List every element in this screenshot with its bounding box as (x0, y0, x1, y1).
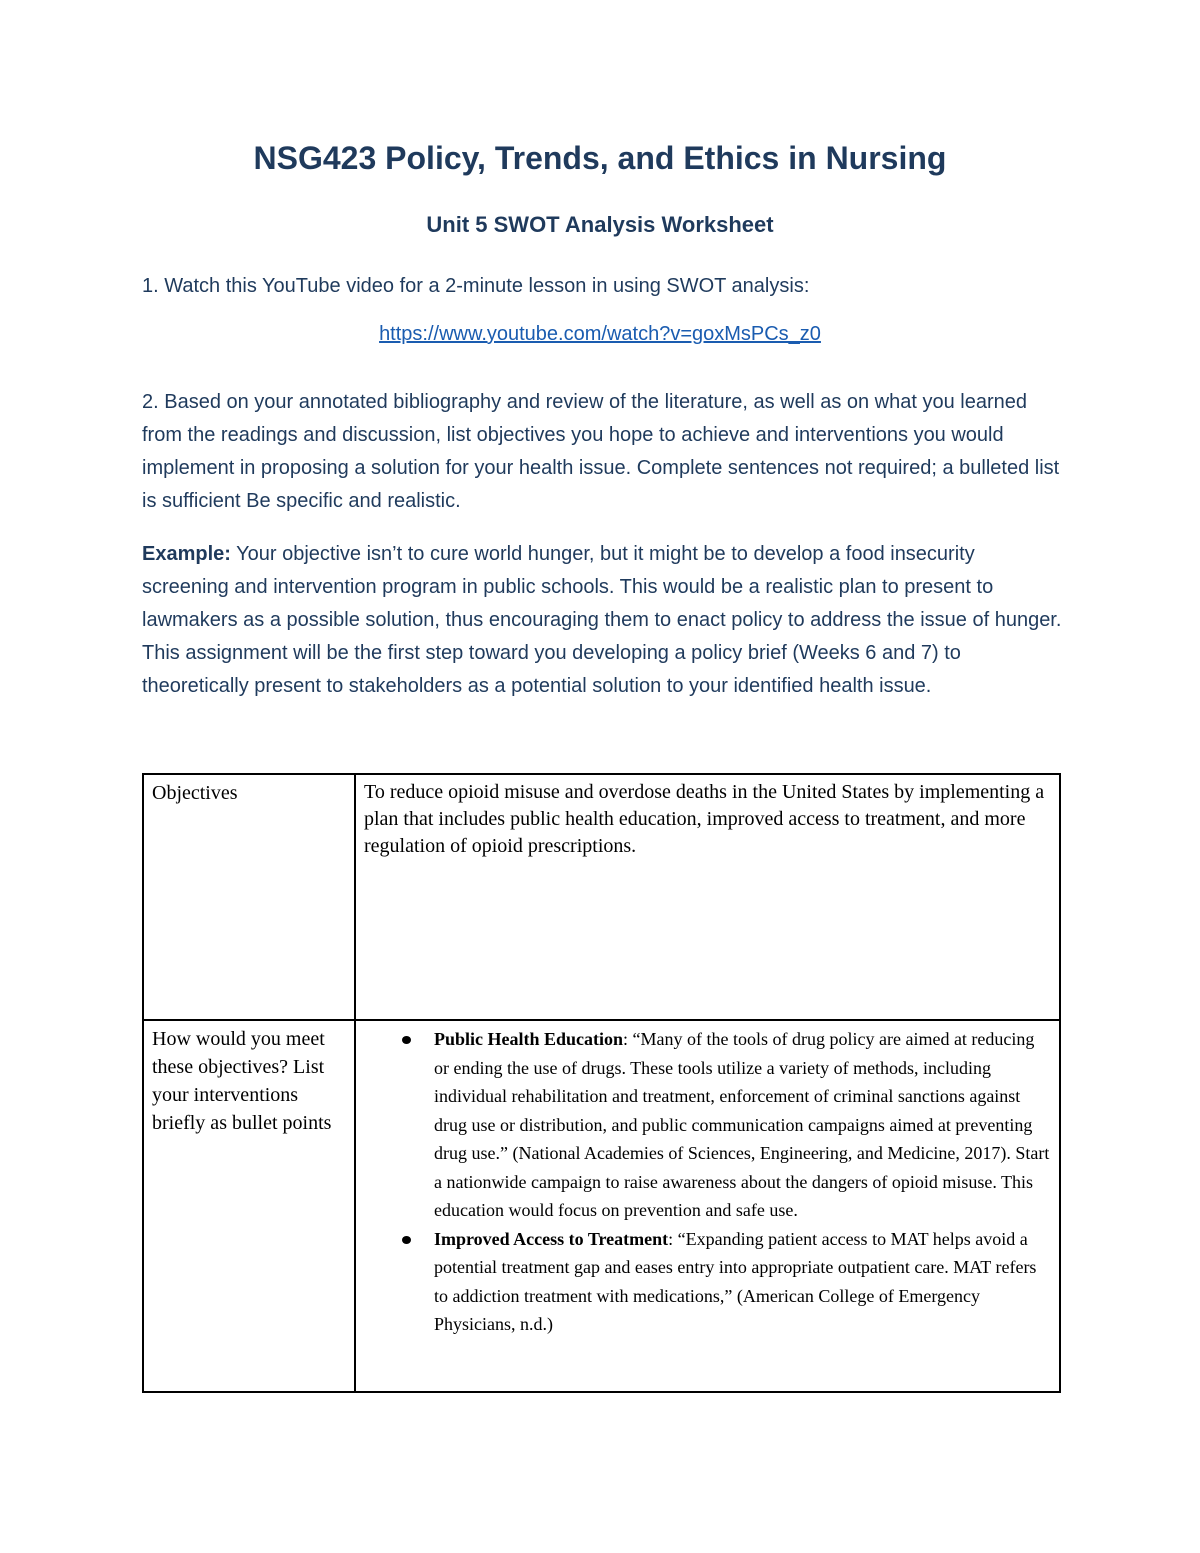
bullet-icon (402, 1036, 411, 1044)
document-title: NSG423 Policy, Trends, and Ethics in Nursing (253, 140, 947, 176)
objectives-row (143, 774, 1060, 1020)
list-item (434, 1225, 1051, 1339)
interventions-label: How would you meet these objectives? List your interventions briefly as bullet points (152, 1028, 332, 1134)
example-label: Example: (142, 543, 231, 565)
instruction-step-1: 1. Watch this YouTube video for a 2-minute lesson in using SWOT analysis: (142, 275, 810, 297)
interventions-row (143, 1020, 1060, 1392)
intervention-text: : “Many of the tools of drug policy are aimed at reducing or ending the use of drugs. These tools utilize a variety of methods, including individual rehabilitation and treatment, enforcement of criminal sanctions against drug use or distribution, and public communication campaigns aimed at preventing drug use.” (National Academies of Sciences, Engineering, and Medicine, 2017). Start a nationwide campaign to raise awareness about the dangers of opioid misuse. This education would focus on prevention and safe use. (434, 1029, 1050, 1220)
swot-table (142, 773, 1061, 1393)
bullet-icon (402, 1236, 411, 1244)
intervention-label: Public Health Education (434, 1029, 624, 1049)
example-paragraph (142, 538, 1062, 703)
document-subtitle: Unit 5 SWOT Analysis Worksheet (426, 212, 774, 237)
objectives-text: To reduce opioid misuse and overdose deaths in the United States by implementing a plan that includes public health education, improved access to treatment, and more regulation of opioid prescriptions. (364, 781, 1045, 857)
interventions-answer-cell[interactable] (355, 1020, 1060, 1392)
intervention-text: : “Expanding patient access to MAT helps avoid a potential treatment gap and eases entry into appropriate outpatient care. MAT refers to addiction treatment with medications,” (American College of Emergency Physicians, n.d.) (434, 1228, 1037, 1334)
objectives-label: Objectives (152, 782, 238, 804)
example-text: Your objective isn’t to cure world hunger, but it might be to develop a food insecurity screening and intervention program in public schools. This would be a realistic plan to present to lawmakers as a possible solution, thus encouraging them to enact policy to address the issue of hunger. This assignment will be the first step toward you developing a policy brief (Weeks 6 and 7) to theoretically present to stakeholders as a potential solution to your identified health issue. (142, 543, 1062, 697)
intervention-label: Improved Access to Treatment (434, 1228, 669, 1249)
objectives-label-cell (143, 774, 355, 1020)
instruction-step-2: 2. Based on your annotated bibliography and review of the literature, as well as on what you learned from the readings and discussion, list objectives you hope to achieve and interventions you would implement in proposing a solution for your health issue. Complete sentences not required; a bulleted list is sufficient Be specific and realistic. (142, 391, 1060, 512)
list-item (434, 1025, 1051, 1225)
youtube-video-link[interactable]: https://www.youtube.com/watch?v=goxMsPCs_z0 (379, 323, 821, 345)
interventions-label-cell (143, 1020, 355, 1392)
interventions-list (364, 1025, 1051, 1339)
video-link-line (0, 323, 1200, 346)
objectives-answer-cell[interactable] (355, 774, 1060, 1020)
